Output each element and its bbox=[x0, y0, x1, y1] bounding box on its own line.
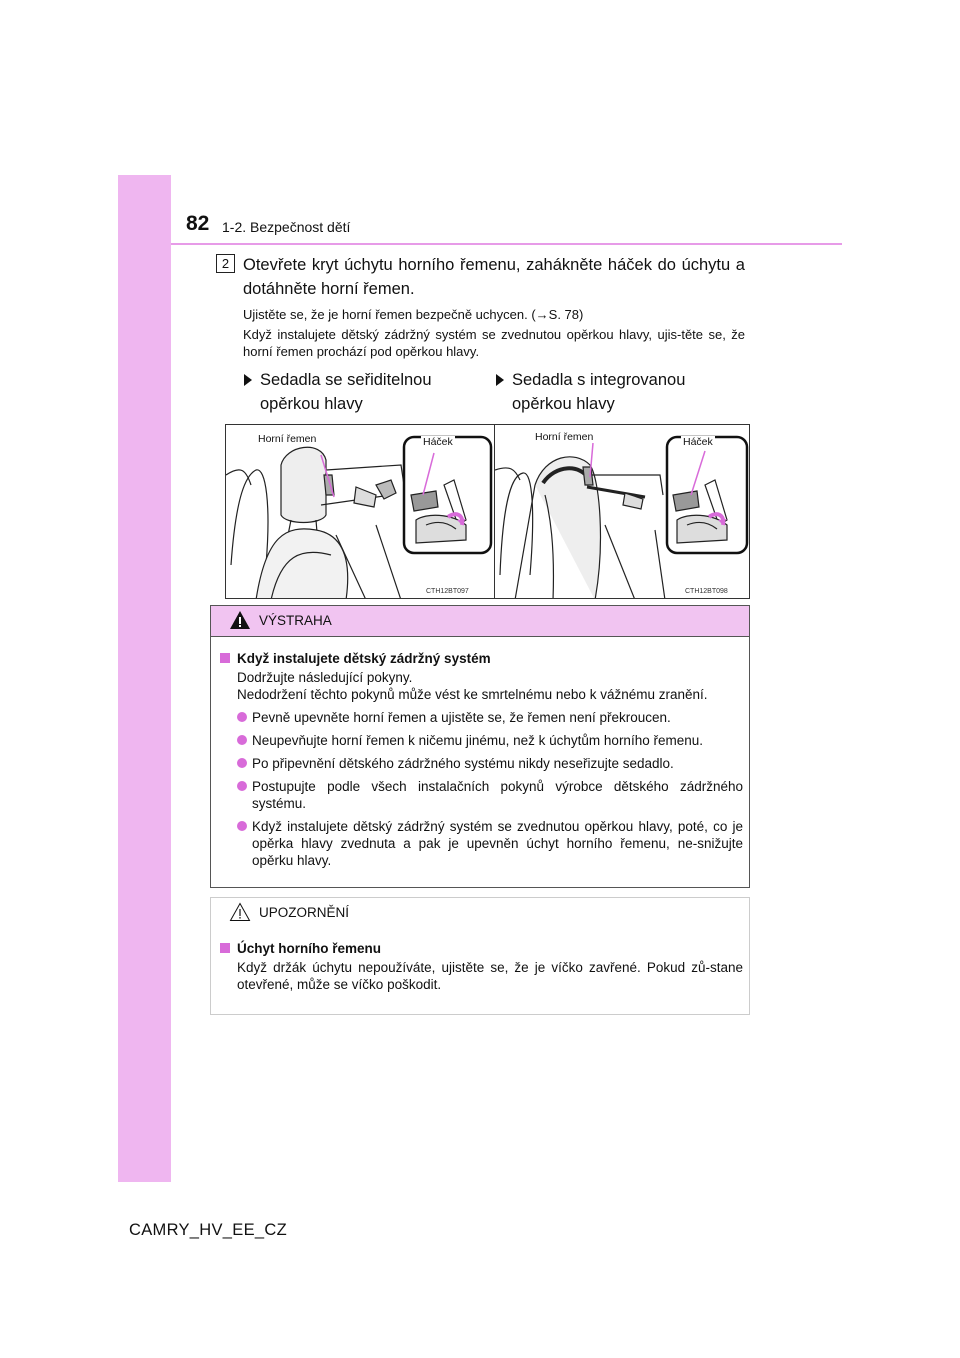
label-top-strap: Horní řemen bbox=[258, 433, 317, 445]
warning-title: VÝSTRAHA bbox=[259, 613, 332, 628]
figure-caption-integrated: Sedadla s integrovanou opěrkou hlavy bbox=[496, 368, 712, 416]
seat-strap-illustration bbox=[495, 425, 750, 599]
caution-text: Když držák úchytu nepoužíváte, ujistěte se, že je víčko zavřené. Pokud zů-stane otevřené, může se víčko poškodit. bbox=[237, 960, 743, 992]
warning-bullet: Postupujte podle všech instalačních pokynů výrobce dětského zádržného systému. bbox=[220, 778, 743, 812]
warning-bullet: Když instalujete dětský zádržný systém se zvednutou opěrkou hlavy, poté, co je opěrka hlavy zvednuta a pak je upevněn úchyt horního řemenu, ne-snižujte opěrku hlavy. bbox=[220, 818, 743, 869]
round-bullet-icon bbox=[237, 781, 247, 791]
warning-header bbox=[211, 606, 749, 637]
round-bullet-icon bbox=[237, 735, 247, 745]
page-number: 82 bbox=[186, 212, 210, 235]
figure-code: CTH12BT098 bbox=[685, 588, 728, 595]
warning-bullet: Pevně upevněte horní řemen a ujistěte se, že řemen není překroucen. bbox=[220, 709, 743, 726]
step-number: 2 bbox=[216, 254, 235, 273]
caution-box bbox=[210, 897, 750, 1015]
arrow-right-icon bbox=[496, 374, 504, 386]
label-hook: Háček bbox=[683, 436, 713, 448]
document-code: CAMRY_HV_EE_CZ bbox=[129, 1221, 287, 1239]
warning-bullet: Neupevňujte horní řemen k ničemu jinému, než k úchytům horního řemenu. bbox=[220, 732, 743, 749]
illustration-integrated-headrest bbox=[494, 424, 750, 599]
caution-heading: Úchyt horního řemenu bbox=[220, 940, 743, 957]
warning-triangle-icon bbox=[229, 610, 251, 630]
arrow-right-icon bbox=[244, 374, 252, 386]
figure-code: CTH12BT097 bbox=[426, 588, 469, 595]
round-bullet-icon bbox=[237, 821, 247, 831]
label-hook: Háček bbox=[423, 436, 453, 448]
seat-strap-illustration bbox=[226, 425, 495, 599]
label-top-strap: Horní řemen bbox=[535, 431, 594, 443]
square-bullet-icon bbox=[220, 943, 230, 953]
caution-header bbox=[211, 898, 749, 928]
section-title: 1-2. Bezpečnost dětí bbox=[222, 219, 351, 235]
warning-box bbox=[210, 605, 750, 888]
round-bullet-icon bbox=[237, 712, 247, 722]
step-note-secure: Ujistěte se, že je horní řemen bezpečně uchycen. (→S. 78) bbox=[243, 307, 584, 322]
warning-intro-consequence: Nedodržení těchto pokynů může vést ke smrtelnému nebo k vážnému zranění. bbox=[237, 687, 708, 702]
warning-intro: Dodržujte následující pokyny. bbox=[237, 670, 413, 685]
step-note-headrest: Když instalujete dětský zádržný systém se zvednutou opěrkou hlavy, ujis-těte se, že horní řemen prochází pod opěrkou hlavy. bbox=[243, 327, 745, 359]
warning-heading: Když instalujete dětský zádržný systém bbox=[220, 650, 743, 667]
caution-triangle-icon bbox=[229, 902, 251, 922]
square-bullet-icon bbox=[220, 653, 230, 663]
illustration-adjustable-headrest bbox=[225, 424, 495, 599]
step-instruction: Otevřete kryt úchytu horního řemenu, zahákněte háček do úchytu a dotáhněte horní řemen. bbox=[243, 256, 745, 298]
round-bullet-icon bbox=[237, 758, 247, 768]
header-divider bbox=[171, 243, 842, 245]
figure-caption-adjustable: Sedadla se seřiditelnou opěrkou hlavy bbox=[244, 368, 460, 416]
caution-title: UPOZORNĚNÍ bbox=[259, 905, 350, 920]
warning-bullet: Po připevnění dětského zádržného systému nikdy neseřizujte sedadlo. bbox=[220, 755, 743, 772]
page-sidebar-tab bbox=[118, 175, 171, 1182]
